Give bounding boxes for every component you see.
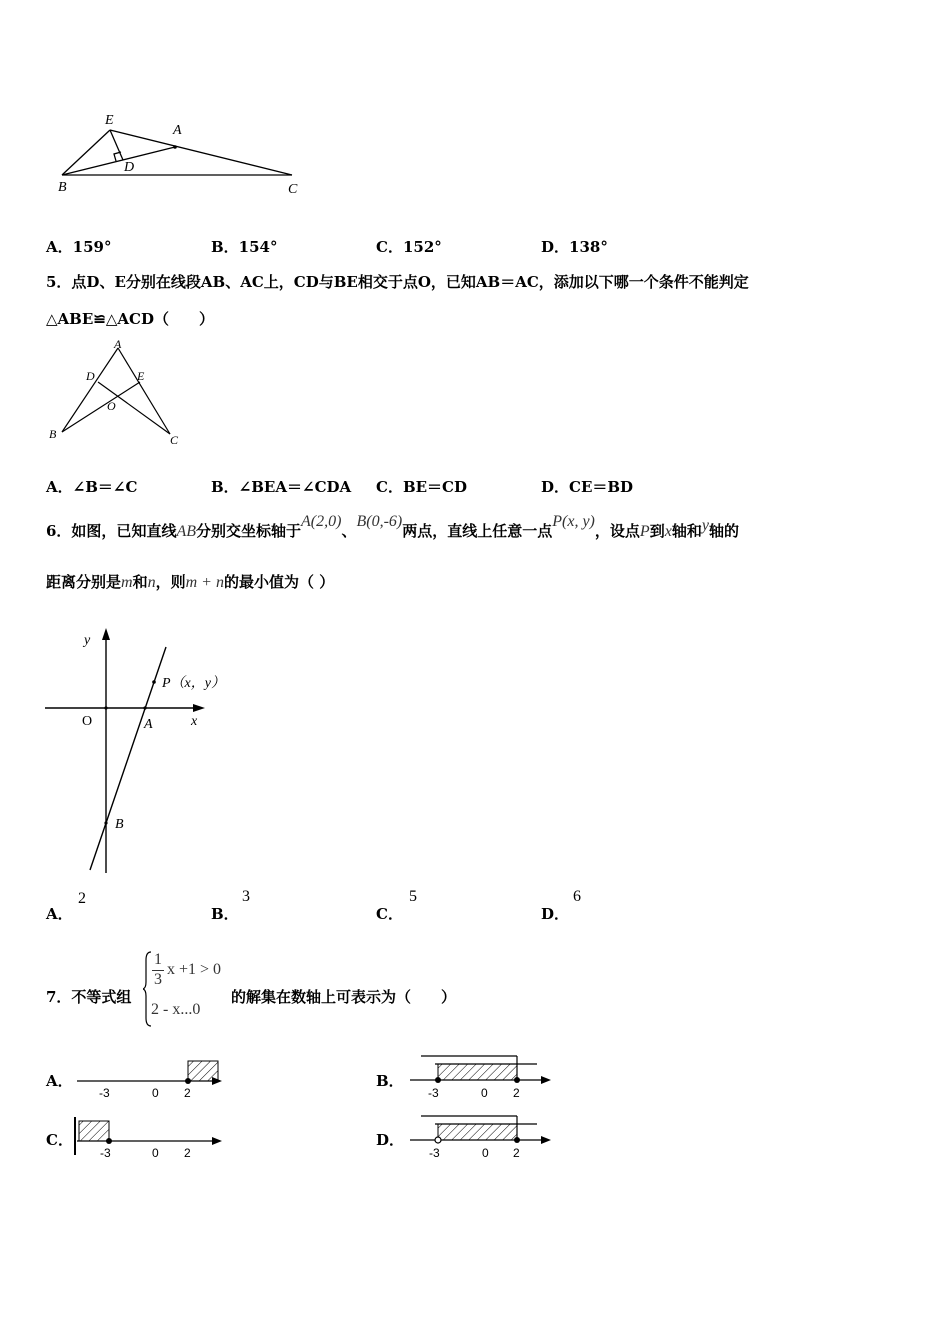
q6-option-b[interactable]: B． <box>211 905 239 923</box>
q7b-tick-2: 2 <box>513 1086 520 1100</box>
q5-option-a[interactable]: A．∠B＝∠C <box>46 478 138 496</box>
q6-label-a: A <box>144 717 153 732</box>
q7d-tick-0: 0 <box>482 1146 489 1160</box>
q7-inequality-system <box>143 950 233 1028</box>
q4-option-b[interactable]: B．154° <box>211 238 278 256</box>
q6-option-a[interactable]: A． <box>46 905 73 923</box>
q4-label-a: A <box>173 123 182 138</box>
q5-label-o: O <box>107 399 116 413</box>
q7-fraction-num: 1 <box>154 951 162 968</box>
q6-coordinate-figure <box>40 625 260 880</box>
q5-label-d: D <box>86 369 95 383</box>
q7b-tick-neg3: -3 <box>428 1086 439 1100</box>
q5-label-a: A <box>114 338 122 351</box>
q6-option-c[interactable]: C． <box>376 905 403 923</box>
q7c-tick-2: 2 <box>184 1146 191 1160</box>
q7-ineq1: x +1 > 0 <box>167 961 222 978</box>
q5-triangle-figure <box>44 338 189 448</box>
q6-label-y: y <box>84 633 91 648</box>
q5-option-b[interactable]: B．∠BEA＝∠CDA <box>211 478 352 496</box>
q6-option-d-value: 6 <box>573 888 581 905</box>
q6-label-o: O <box>82 714 93 729</box>
q5-stem-line2: △ABE≌△ACD（ ） <box>46 310 214 328</box>
q7-ineq2: 2 - x...0 <box>151 1001 201 1018</box>
q7a-tick-0: 0 <box>152 1086 159 1100</box>
q4-label-e: E <box>105 113 114 128</box>
q4-label-b: B <box>58 180 67 195</box>
q6-option-d[interactable]: D． <box>541 905 570 923</box>
q7b-tick-0: 0 <box>481 1086 488 1100</box>
q4-option-a[interactable]: A．159° <box>46 238 112 256</box>
q7-option-b[interactable]: B． <box>376 1072 404 1090</box>
q7c-tick-0: 0 <box>152 1146 159 1160</box>
q5-label-c: C <box>170 433 179 447</box>
q7d-tick-2: 2 <box>513 1146 520 1160</box>
q5-stem-line1: 5．点D、E分别在线段AB、AC上，CD与BE相交于点O，已知AB＝AC，添加以下哪一个条件不能判定 <box>46 273 749 291</box>
q5-option-d[interactable]: D．CE＝BD <box>541 478 634 496</box>
q4-label-c: C <box>288 182 298 197</box>
q6-option-a-value: 2 <box>78 890 86 907</box>
q5-label-e: E <box>137 369 145 383</box>
q5-label-b: B <box>49 427 57 441</box>
q7-fraction-den: 3 <box>154 971 162 988</box>
q6-label-x: x <box>191 714 198 729</box>
q7-option-d[interactable]: D． <box>376 1131 405 1149</box>
q6-stem-line2: 距离分别是m和n，则m + n的最小值为（ ） <box>46 573 335 591</box>
q6-option-b-value: 3 <box>242 888 250 905</box>
q7c-tick-neg3: -3 <box>100 1146 111 1160</box>
q4-triangle-figure <box>50 108 310 200</box>
q6-label-p: P（x，y） <box>162 676 225 691</box>
q7a-tick-2: 2 <box>184 1086 191 1100</box>
q7-stem-prefix: 7．不等式组 <box>46 988 132 1006</box>
q6-stem-line1: 6．如图，已知直线AB分别交坐标轴于A(2,0)、B(0,-6)两点，直线上任意一点P(x, y)，设点P到x轴和y轴的 <box>46 513 739 540</box>
q7a-tick-neg3: -3 <box>99 1086 110 1100</box>
q7-numberline-d <box>405 1110 565 1162</box>
q5-option-c[interactable]: C．BE＝CD <box>376 478 467 496</box>
q7-numberline-b <box>405 1050 565 1102</box>
q6-label-b: B <box>115 817 124 832</box>
q7d-tick-neg3: -3 <box>429 1146 440 1160</box>
q7-option-c[interactable]: C． <box>46 1131 73 1149</box>
q7-numberline-c <box>72 1115 232 1161</box>
q4-option-c[interactable]: C．152° <box>376 238 442 256</box>
q7-numberline-a <box>72 1055 232 1101</box>
q6-option-c-value: 5 <box>409 888 417 905</box>
q7-stem-suffix: 的解集在数轴上可表示为（ ） <box>231 988 457 1006</box>
q4-label-d: D <box>124 160 135 175</box>
q4-option-d[interactable]: D．138° <box>541 238 608 256</box>
q7-option-a[interactable]: A． <box>46 1072 73 1090</box>
